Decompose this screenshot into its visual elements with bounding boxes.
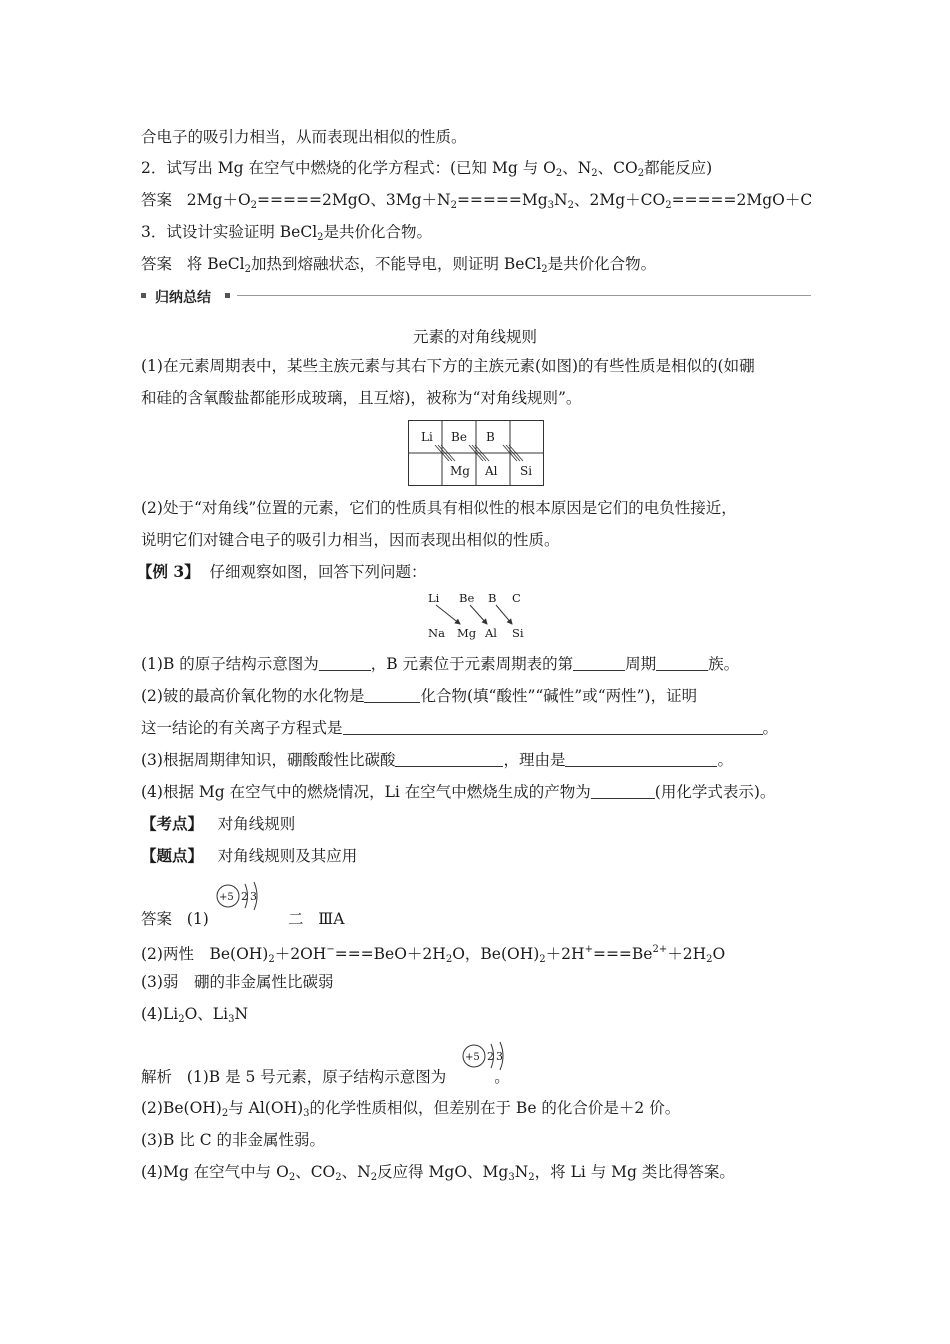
answer-blank[interactable] <box>343 720 763 735</box>
table-cell: B <box>486 430 495 444</box>
question-3: 3．试设计实验证明 BeCl$_2$是共价化合物。 <box>141 223 433 243</box>
diagonal-arrow-diagram <box>422 590 532 642</box>
answer-blank[interactable] <box>591 784 655 799</box>
element-symbol: Be <box>459 591 475 605</box>
answer-2: 答案 $2Mg+O_2=====2MgO$、$3Mg+N_2=====Mg_3N_2$、$2Mg+CO_2=====2MgO+C$ <box>141 191 813 211</box>
rule-paragraph-2: (2)处于“对角线”位置的元素，它们的性质具有相似性的根本原因是它们的电负性接近， <box>141 499 737 517</box>
analysis-line-2: $(2)Be(OH)_2$与 $Al(OH)_3$的化学性质相似，但差别在于 Be 的化合价是＋2 价。 <box>141 1099 681 1119</box>
element-symbol: Si <box>512 626 524 640</box>
answer-3: 答案 将 BeCl$_2$加热到熔融状态，不能导电，则证明 BeCl$_2$是共价化合物。 <box>141 255 657 275</box>
paragraph-line: 合电子的吸引力相当，从而表现出相似的性质。 <box>141 128 467 146</box>
question-item: (2)铍的最高价氧化物的水化物是 化合物(填“酸性”“碱性”或“两性”)，证明 <box>141 687 698 705</box>
answer-blank[interactable] <box>364 688 420 703</box>
question-item: 这一结论的有关离子方程式是 。 <box>141 719 779 737</box>
question-item: (3)根据周期律知识，硼酸酸性比碳酸 ，理由是 。 <box>141 751 733 769</box>
shell-count: 3 <box>496 1050 503 1063</box>
analysis-line-4: (4)Mg 在空气中与 $O_2$、$CO_2$、$N_2$反应得 MgO、$Mg_3N_2$，将 Li 与 Mg 类比得答案。 <box>141 1163 735 1183</box>
rule-paragraph-1: 和硅的含氧酸盐都能形成玻璃，且互熔)，被称为“对角线规则”。 <box>141 389 582 407</box>
answer-line-3: (3)弱 硼的非金属性比碳弱 <box>141 973 334 991</box>
table-cell: Mg <box>450 464 470 478</box>
nucleus-charge: +5 <box>465 1052 480 1063</box>
element-symbol: B <box>488 591 497 605</box>
answer-blank[interactable] <box>395 752 503 767</box>
question-2: 2．试写出 Mg 在空气中燃烧的化学方程式：(已知 Mg 与 $O_2$、$N_2$、$CO_2$都能反应) <box>141 159 713 179</box>
element-symbol: C <box>512 591 521 605</box>
rule-paragraph-1: (1)在元素周期表中，某些主族元素与其右下方的主族元素(如图)的有些性质是相似的(如硼 <box>141 357 755 375</box>
kaodian: 【考点】 对角线规则 <box>141 814 296 833</box>
table-cell: Be <box>451 430 467 444</box>
answer-period-group: 二 ⅢA <box>288 910 345 928</box>
section-title: 元素的对角线规则 <box>412 328 537 346</box>
square-bullet-icon <box>225 293 230 298</box>
element-symbol: Mg <box>457 626 477 640</box>
square-bullet-icon <box>141 293 146 298</box>
atom-structure-diagram <box>460 1040 510 1080</box>
answer-line-2: (2)两性 $Be(OH)_2+2OH^-===BeO+2H_2O$，$Be(OH)_2+2H^+===Be^{2+}+2H_2O$ <box>141 944 726 965</box>
answer-blank[interactable] <box>565 752 717 767</box>
shell-count: 3 <box>250 890 257 903</box>
summary-heading <box>141 287 811 305</box>
question-item: (1)B 的原子结构示意图为 ，B 元素位于元素周期表的第 周期 族。 <box>141 655 740 673</box>
answer-line-4: $(4)Li_2O$、$Li_3N$ <box>141 1005 248 1025</box>
diagonal-rule-table <box>408 420 544 486</box>
heading-rule <box>237 295 811 296</box>
element-symbol: Na <box>428 626 445 640</box>
analysis-line-3: (3)B 比 C 的非金属性弱。 <box>141 1131 325 1149</box>
tidian: 【题点】 对角线规则及其应用 <box>141 846 358 865</box>
answer-line-1: 答案 (1) <box>141 910 209 928</box>
table-cell: Al <box>485 464 498 478</box>
shell-count: 2 <box>487 1050 494 1063</box>
question-item: (4)根据 Mg 在空气中的燃烧情况，Li 在空气中燃烧生成的产物为 (用化学式表示)。 <box>141 783 776 801</box>
nucleus-charge: +5 <box>219 892 234 903</box>
atom-structure-diagram <box>214 874 264 914</box>
element-symbol: Al <box>485 626 497 640</box>
example-header: 【例 3】 仔细观察如图，回答下列问题： <box>137 562 427 581</box>
shell-count: 2 <box>241 890 248 903</box>
answer-blank[interactable] <box>573 656 625 671</box>
rule-paragraph-2: 说明它们对键合电子的吸引力相当，因而表现出相似的性质。 <box>141 531 560 549</box>
answer-blank[interactable] <box>319 656 371 671</box>
element-symbol: Li <box>428 591 440 605</box>
summary-heading-label: 归纳总结 <box>155 290 211 306</box>
table-cell: Si <box>520 464 533 478</box>
answer-blank[interactable] <box>656 656 708 671</box>
table-cell: Li <box>421 430 433 444</box>
analysis-line-1: 解析 (1)B 是 5 号元素，原子结构示意图为 。 <box>141 1068 510 1086</box>
